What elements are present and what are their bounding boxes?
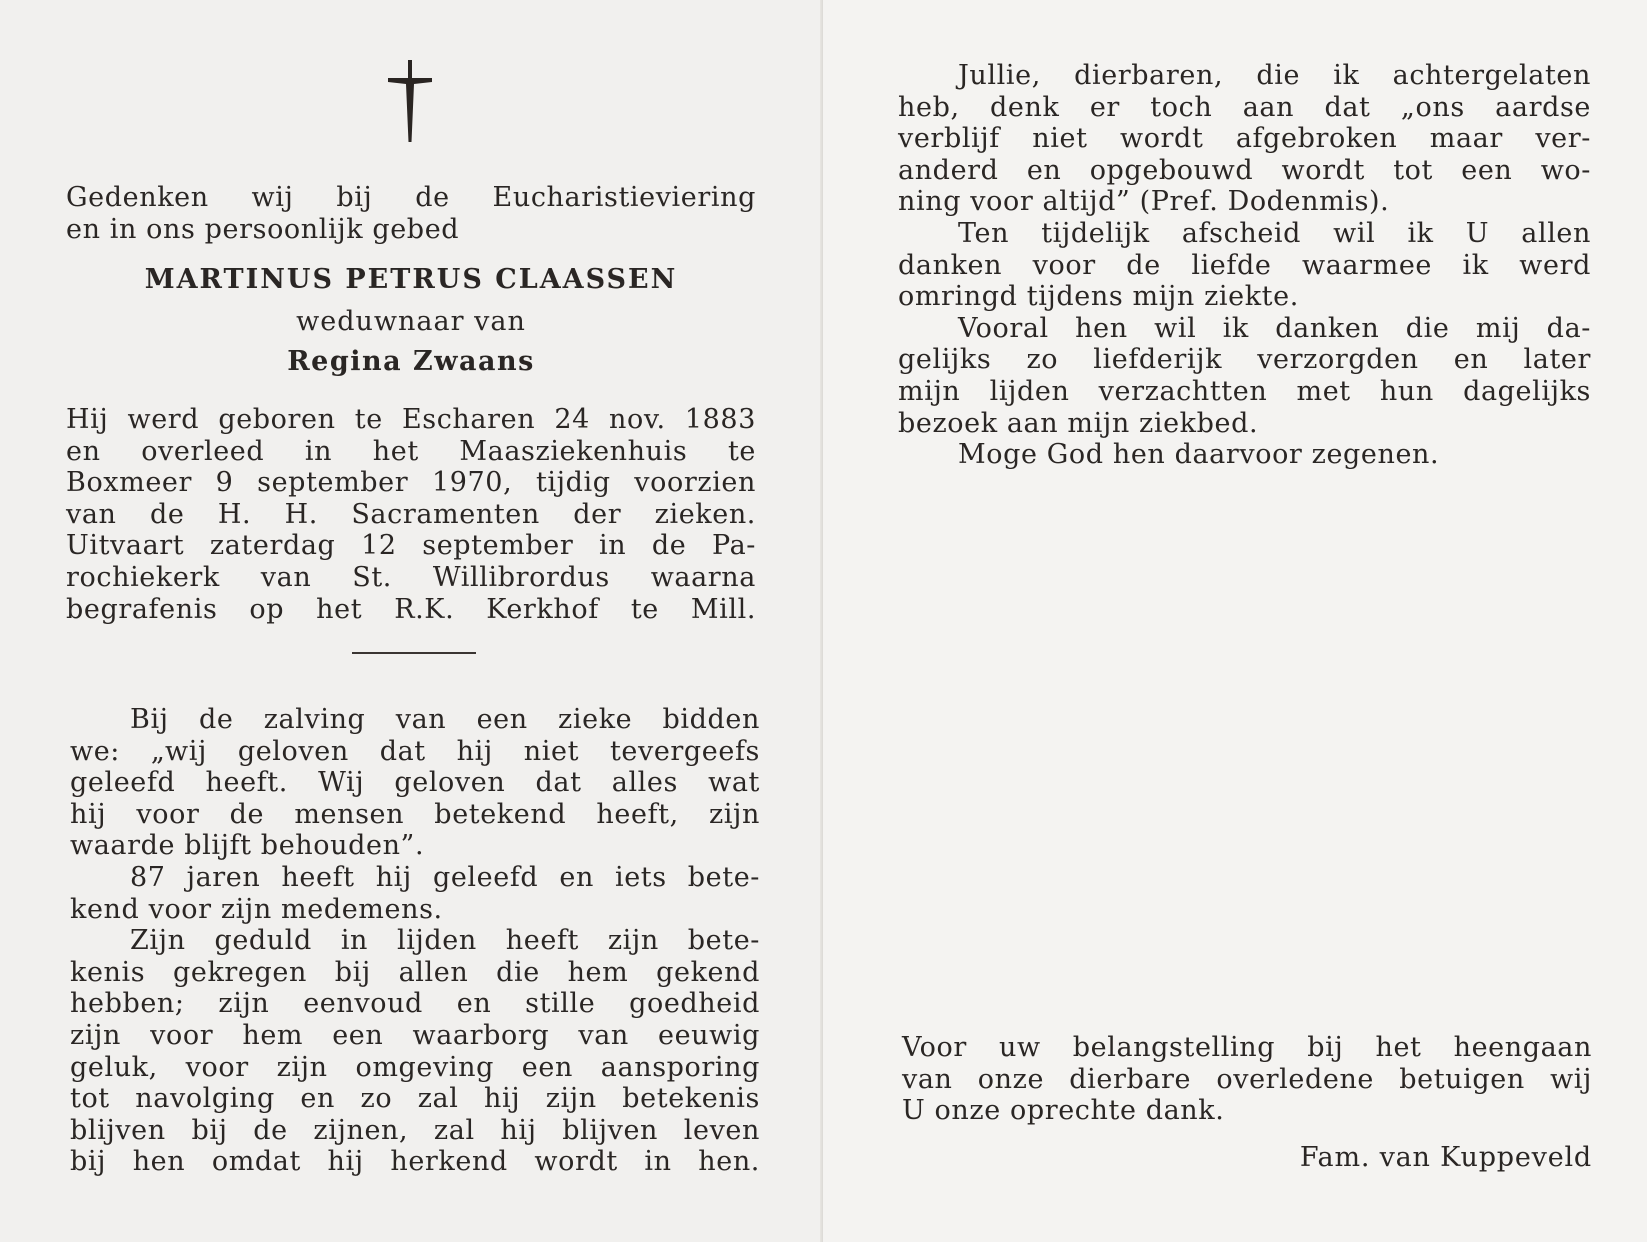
left-page	[0, 0, 823, 1242]
prayer-line: Bij de zalving van een zieke bidden	[130, 704, 760, 735]
cross-icon	[388, 60, 432, 142]
intro-line: Gedenken wij bij de Eucharistieviering	[66, 182, 756, 213]
prayer-line: geluk, voor zijn omgeving een aansporing	[70, 1051, 760, 1083]
prayer-line: blijven bij de zijnen, zal hij blijven leven	[70, 1114, 760, 1146]
bio-line: rochiekerk van St. Willibrordus waarna	[66, 561, 756, 593]
bio-line: van de H. H. Sacramenten der zieken.	[66, 498, 756, 530]
bio-line: Hij werd geboren te Escharen 24 nov. 1883	[66, 404, 756, 435]
farewell-line: mijn lijden verzachtten met hun dagelijks	[898, 375, 1591, 407]
farewell-line: Jullie, dierbaren, die ik achtergelaten	[958, 60, 1591, 91]
prayer-line: tot navolging en zo zal hij zijn betekenis	[70, 1083, 760, 1115]
prayer-line: hij voor de mensen betekend heeft, zijn	[70, 798, 760, 830]
prayer-text	[70, 704, 760, 1178]
thanks-line: van onze dierbare overledene betuigen wij	[902, 1063, 1592, 1095]
farewell-line: ning voor altijd” (Pref. Dodenmis).	[898, 186, 1390, 218]
prayer-line: kend voor zijn medemens.	[70, 893, 443, 925]
prayer-line: kenis gekregen bij allen die hem gekend	[70, 956, 760, 988]
intro-text	[66, 182, 756, 245]
intro-line: en in ons persoonlijk gebed	[66, 213, 460, 245]
farewell-line: Ten tijdelijk afscheid wil ik U allen	[958, 217, 1591, 249]
prayer-line: Zijn geduld in lijden heeft zijn bete-	[130, 925, 760, 957]
prayer-line: geleefd heeft. Wij geloven dat alles wat	[70, 767, 760, 799]
prayer-line: bij hen omdat hij herkend wordt in hen.	[70, 1146, 760, 1178]
farewell-line: verblijf niet wordt afgebroken maar ver-	[898, 123, 1591, 155]
farewell-line: Moge God hen daarvoor zegenen.	[958, 439, 1440, 471]
bio-line: en overleed in het Maasziekenhuis te	[66, 435, 756, 467]
farewell-line: gelijks zo liefderijk verzorgden en later	[898, 344, 1591, 376]
spouse-name: Regina Zwaans	[287, 346, 535, 377]
widower-label: weduwnaar van	[296, 306, 526, 337]
deceased-name: MARTINUS PETRUS CLAASSEN	[144, 264, 678, 295]
prayer-line: we: „wij geloven dat hij niet tevergeefs	[70, 735, 760, 767]
family-signature: Fam. van Kuppeveld	[1299, 1142, 1592, 1173]
farewell-line: anderd en opgebouwd wordt tot een wo-	[898, 154, 1591, 186]
thanks-line: Voor uw belangstelling bij het heengaan	[902, 1032, 1592, 1063]
thanks-line: U onze oprechte dank.	[902, 1095, 1225, 1127]
prayer-line: zijn voor hem een waarborg van eeuwig	[70, 1019, 760, 1051]
prayer-line: 87 jaren heeft hij geleefd en iets bete-	[130, 861, 760, 893]
farewell-line: Vooral hen wil ik danken die mij da-	[958, 312, 1591, 344]
bio-line: Boxmeer 9 september 1970, tijdig voorzien	[66, 467, 756, 499]
farewell-line: bezoek aan mijn ziekbed.	[898, 407, 1259, 439]
divider-rule	[352, 652, 476, 654]
farewell-text	[898, 60, 1591, 471]
prayer-line: waarde blijft behouden”.	[70, 830, 425, 862]
farewell-line: heb, denk er toch aan dat „ons aardse	[898, 91, 1591, 123]
thanks-text	[902, 1032, 1592, 1127]
prayer-line: hebben; zijn eenvoud en stille goedheid	[70, 988, 760, 1020]
bio-line: begrafenis op het R.K. Kerkhof te Mill.	[66, 593, 756, 625]
farewell-line: omringd tijdens mijn ziekte.	[898, 281, 1299, 313]
farewell-line: danken voor de liefde waarmee ik werd	[898, 249, 1591, 281]
biography	[66, 404, 756, 625]
bio-line: Uitvaart zaterdag 12 september in de Pa-	[66, 530, 756, 562]
